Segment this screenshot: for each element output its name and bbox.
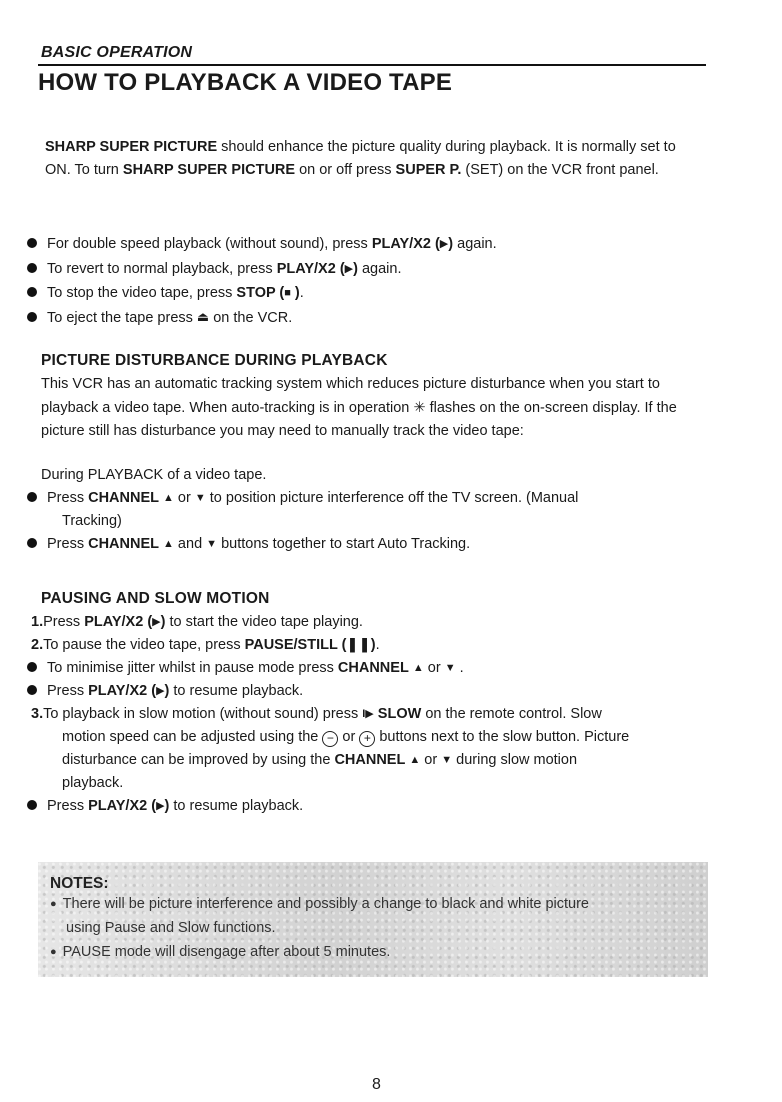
note-1: ● There will be picture interference and possibly a change to black and white picture <box>50 896 589 912</box>
down-arrow-icon: ▼ <box>441 754 453 766</box>
bullet-stop: To stop the video tape, press STOP (■ ). <box>27 282 304 306</box>
up-arrow-icon: ▲ <box>163 492 174 504</box>
bullet-resume-2: Press PLAY/X2 (▶) to resume playback. <box>27 795 303 819</box>
up-arrow-icon: ▲ <box>163 538 174 550</box>
step-3-line-2: motion speed can be adjusted using the − or + buttons next to the slow button. Picture <box>62 729 630 745</box>
plus-button-icon: + <box>359 731 375 747</box>
manual-tracking-cont: Tracking) <box>62 513 122 529</box>
slow-icon: I▶ <box>362 708 374 720</box>
down-arrow-icon: ▼ <box>194 492 206 504</box>
page-title: HOW TO PLAYBACK A VIDEO TAPE <box>38 69 453 96</box>
page-number: 8 <box>372 1076 381 1093</box>
notes-box <box>38 862 708 977</box>
tracking-icon: ✳ <box>413 399 426 416</box>
down-arrow-icon: ▼ <box>444 662 456 674</box>
step-3-line-3: disturbance can be improved by using the CHANNEL ▲ or ▼ during slow motion <box>62 752 578 768</box>
heading-pausing: PAUSING AND SLOW MOTION <box>41 590 270 607</box>
step-2: 2.To pause the video tape, press PAUSE/STILL (❚❚). <box>31 637 380 653</box>
bullet-double-speed: For double speed playback (without sound), press PLAY/X2 (▶) again. <box>27 233 497 257</box>
step-1: 1.Press PLAY/X2 (▶) to start the video tape playing. <box>31 614 363 630</box>
disturbance-paragraph: This VCR has an automatic tracking system which reduces picture disturbance when you start to playback a video tape. When auto-tracking is in operation ✳ flashes on the on-screen display. If the picture still has disturbance you may need to manually track the video tape: <box>41 376 677 439</box>
bullet-eject: To eject the tape press ⏏ on the VCR. <box>27 306 292 330</box>
down-arrow-icon: ▼ <box>206 538 218 550</box>
step-3-line-4: playback. <box>62 775 124 791</box>
up-arrow-icon: ▲ <box>412 662 424 674</box>
notes-title: NOTES: <box>50 875 109 892</box>
intro-paragraph: SHARP SUPER PICTURE should enhance the picture quality during playback. It is normally set to ON. To turn SHARP SUPER PICTURE on or off press SUPER P. (SET) on the VCR front panel. <box>45 139 676 178</box>
pause-icon: ❚❚ <box>346 637 371 653</box>
stop-icon: ■ <box>284 287 291 299</box>
note-1-cont: using Pause and Slow functions. <box>66 920 276 936</box>
section-label: BASIC OPERATION <box>41 44 193 61</box>
eject-icon: ⏏ <box>196 309 210 324</box>
bullet-manual-tracking: Press CHANNEL ▲ or ▼ to position picture interference off the TV screen. (Manual <box>27 487 578 511</box>
step-3: 3.To playback in slow motion (without sound) press I▶ SLOW on the remote control. Slow <box>31 706 602 722</box>
bullet-resume-1: Press PLAY/X2 (▶) to resume playback. <box>27 680 303 704</box>
during-playback-text: During PLAYBACK of a video tape. <box>41 467 267 483</box>
minus-button-icon: − <box>322 731 338 747</box>
bullet-auto-tracking: Press CHANNEL ▲ and ▼ buttons together to start Auto Tracking. <box>27 533 470 557</box>
heading-picture-disturbance: PICTURE DISTURBANCE DURING PLAYBACK <box>41 352 388 369</box>
header-rule <box>38 64 706 66</box>
bullet-minimise-jitter: To minimise jitter whilst in pause mode press CHANNEL ▲ or ▼ . <box>27 657 464 681</box>
note-2: ● PAUSE mode will disengage after about 5 minutes. <box>50 944 391 960</box>
up-arrow-icon: ▲ <box>409 754 421 766</box>
bullet-normal-playback: To revert to normal playback, press PLAY/X2 (▶) again. <box>27 258 402 282</box>
